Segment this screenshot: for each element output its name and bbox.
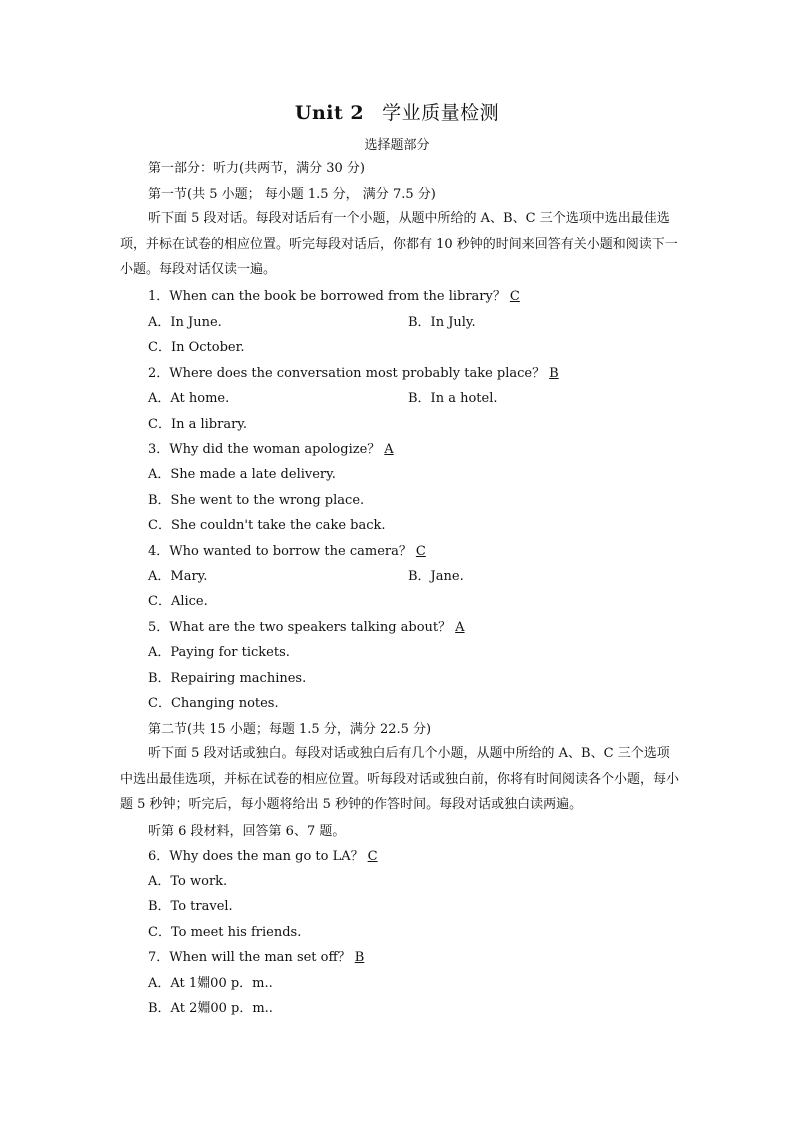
q5-option-c: C．Changing notes.	[148, 696, 279, 711]
section2-heading: 第二节(共 15 小题；每题 1.5 分，满分 22.5 分)	[148, 722, 432, 737]
q6-option-a: A．To work.	[148, 874, 228, 889]
q2-option-b: B．In a hotel.	[408, 391, 498, 406]
q4-option-c: C．Alice.	[148, 594, 208, 609]
answer-3: A	[384, 442, 394, 457]
q3-option-b: B．She went to the wrong place.	[148, 493, 365, 508]
q4-option-a: A．Mary.	[148, 569, 208, 584]
q7-option-a: A．At 1婣00 p．m..	[148, 976, 273, 991]
section1-instructions: 听下面 5 段对话。每段对话后有一个小题，从题中所给的 A、B、C 三个选项中选出最佳选项，并标在试卷的相应位置。听完每段对话后，你都有 10 秒钟的时间来回答有关小题和阅读下一小题。每段对话仅读一遍。	[120, 211, 678, 277]
answer-4: C	[415, 544, 426, 559]
q1-option-b: B．In July.	[408, 315, 476, 330]
question-6: 6．Why does the man go to LA？ C	[148, 848, 382, 866]
answer-1: C	[509, 289, 520, 304]
q5-option-a: A．Paying for tickets.	[148, 645, 290, 660]
question-4: 4．Who wanted to borrow the camera？ C	[148, 543, 430, 561]
material-6-instruction: 听第 6 段材料，回答第 6、7 题。	[148, 824, 346, 839]
section1-heading: 第一节(共 5 小题； 每小题 1.5 分， 满分 7.5 分)	[148, 187, 436, 202]
question-5: 5．What are the two speakers talking about？ A	[148, 619, 469, 637]
answer-6: C	[367, 849, 378, 864]
q1-option-a: A．In June.	[148, 315, 222, 330]
q4-option-b: B．Jane.	[408, 569, 464, 584]
answer-5: A	[455, 620, 465, 635]
q2-option-a: A．At home.	[148, 391, 230, 406]
q5-option-b: B．Repairing machines.	[148, 671, 307, 686]
answer-2: B	[549, 366, 559, 381]
page-title	[0, 98, 794, 125]
title-chinese: 学业质量检测	[382, 102, 500, 124]
q6-option-c: C．To meet his friends.	[148, 925, 302, 940]
section-subtitle: 选择题部分	[364, 138, 430, 153]
part1-heading: 第一部分：听力(共两节，满分 30 分)	[148, 161, 365, 176]
q6-option-b: B．To travel.	[148, 899, 233, 914]
question-1: 1．When can the book be borrowed from the library？ C	[148, 288, 524, 306]
section2-instructions: 听下面 5 段对话或独白。每段对话或独白后有几个小题，从题中所给的 A、B、C 三个选项中选出最佳选项，并标在试卷的相应位置。听每段对话或独白前，你将有时间阅读各个小题，每小题 5 秒钟；听完后，每小题将给出 5 秒钟的作答时间。每段对话或独白读两遍。	[120, 746, 680, 812]
q3-option-a: A．She made a late delivery.	[148, 467, 336, 482]
q1-option-c: C．In October.	[148, 340, 245, 355]
question-2: 2．Where does the conversation most probably take place？ B	[148, 365, 563, 383]
question-3: 3．Why did the woman apologize？ A	[148, 441, 398, 459]
question-7: 7．When will the man set off？ B	[148, 949, 368, 967]
q3-option-c: C．She couldn't take the cake back.	[148, 518, 386, 533]
unit-label: Unit 2	[294, 102, 365, 124]
answer-7: B	[354, 950, 365, 965]
q2-option-c: C．In a library.	[148, 417, 248, 432]
q7-option-b: B．At 2婣00 p．m..	[148, 1001, 273, 1016]
